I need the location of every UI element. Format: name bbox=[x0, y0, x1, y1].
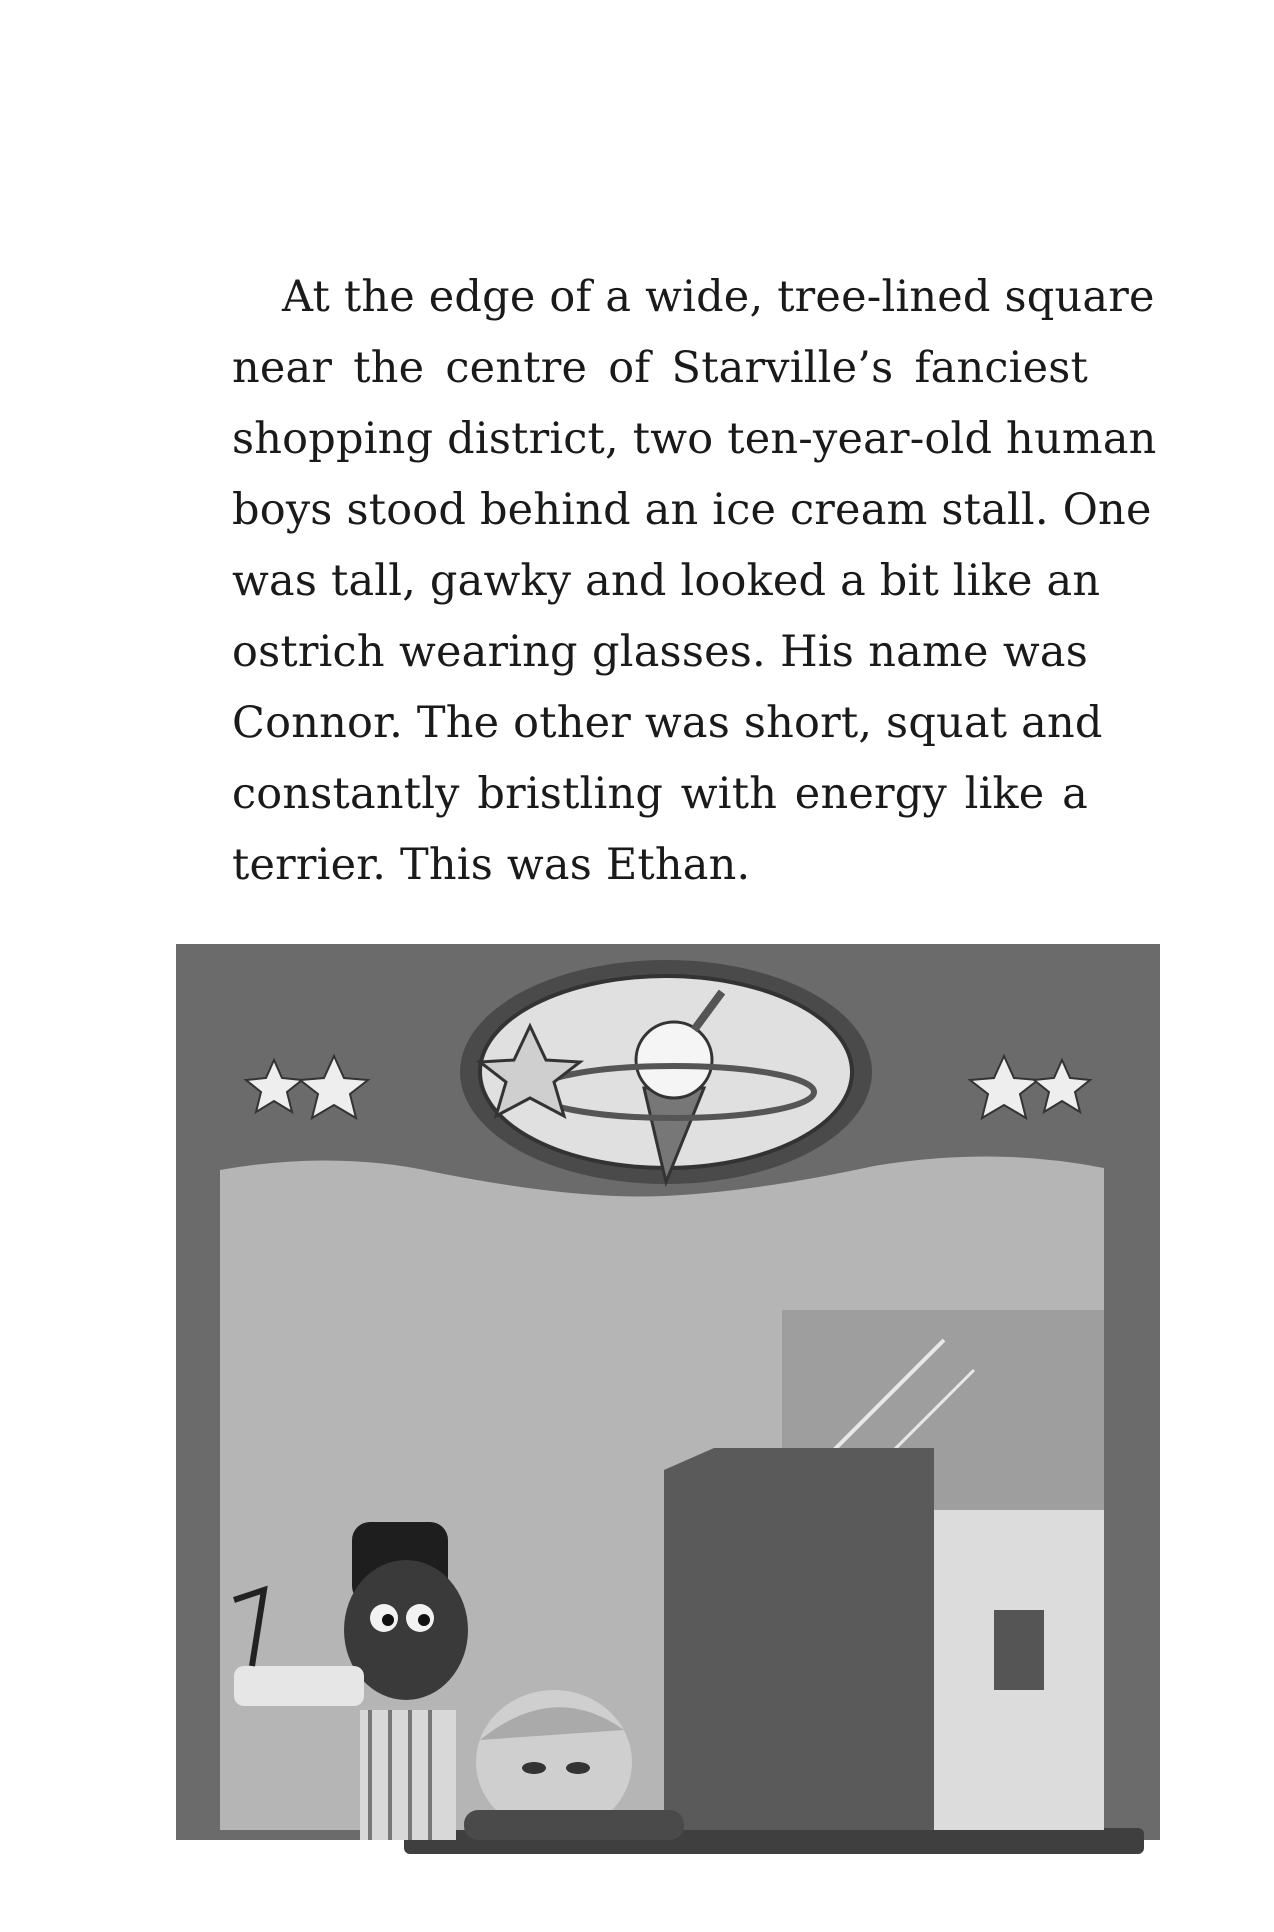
story-paragraph bbox=[232, 262, 1157, 901]
paragraph-line: constantly bristling with energy like a bbox=[232, 769, 1088, 819]
paragraph-line: ostrich wearing glasses. His name was bbox=[232, 627, 1088, 677]
paragraph-line: At the edge of a wide, tree-lined square bbox=[282, 272, 1155, 322]
paragraph-line: terrier. This was Ethan. bbox=[232, 840, 751, 890]
paragraph-line: near the centre of Starville’s fanciest bbox=[232, 343, 1088, 393]
paragraph-line: Connor. The other was short, squat and bbox=[232, 698, 1103, 748]
paragraph-line: was tall, gawky and looked a bit like an bbox=[232, 556, 1101, 606]
paragraph-line: boys stood behind an ice cream stall. One bbox=[232, 485, 1152, 535]
cabinet bbox=[664, 1448, 934, 1830]
ice-cream-stall-illustration bbox=[174, 910, 1160, 1860]
paragraph-line: shopping district, two ten-year-old human bbox=[232, 414, 1157, 464]
